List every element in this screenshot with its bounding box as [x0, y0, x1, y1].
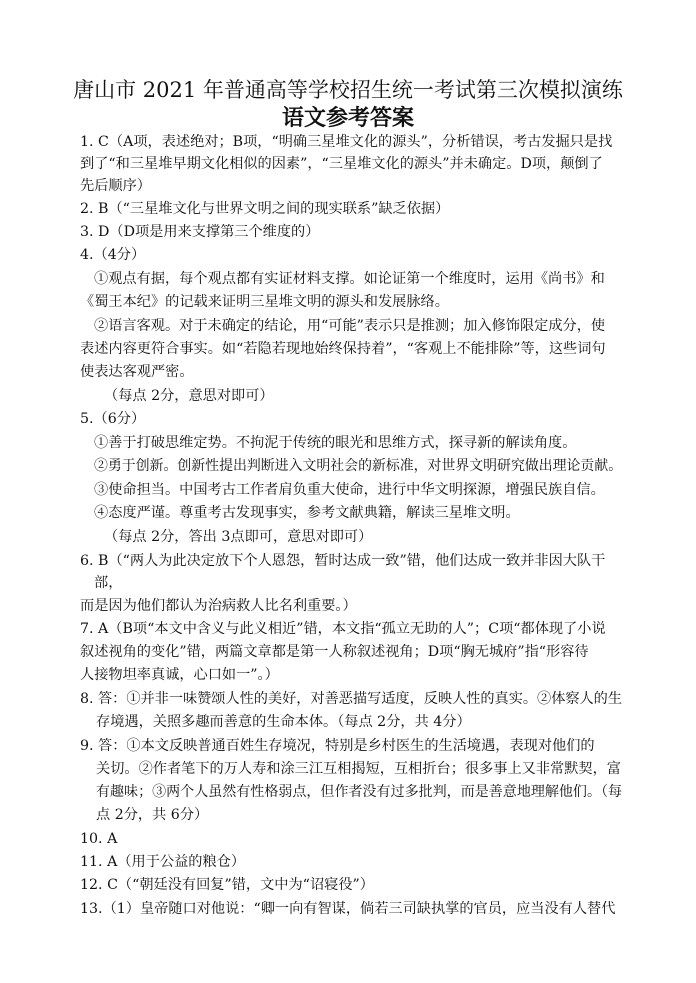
answer-5-point-4: ④态度严谨。尊重考古发现事实，参考文献典籍，解读三星堆文明。: [94, 505, 520, 521]
answer-6-line-3: 而是因为他们都认为治病救人比名利重要。）: [80, 598, 357, 614]
answer-10: 10. A: [80, 831, 118, 847]
document-title: 唐山市 2021 年普通高等学校招生统一考试第三次模拟演练: [73, 78, 623, 102]
answer-8-line-1: 8. 答：①并非一味赞颂人性的美好，对善恶描写适度，反映人性的真实。②体察人的生: [80, 691, 623, 707]
answer-1-line-1: 1. C（A项，表述绝对；B项，“明确三星堆文化的源头”，分析错误，考古发掘只是找: [80, 134, 613, 150]
answer-6-line-1: 6. B（“两人为此决定放下个人恩怨，暂时达成一致”错，他们达成一致并非因大队干: [80, 553, 606, 569]
answer-13-line-1: 13.（1）皇帝随口对他说：“卿一向有智谋，倘若三司缺执掌的官员，应当没有人替代: [80, 901, 616, 917]
answer-9-line-4: 点 2分，共 6分）: [96, 807, 209, 823]
answer-9-line-3: 有趣味；③两个人虽然有性格弱点，但作者没有过多批判，而是善意地理解他们。（每: [96, 784, 623, 800]
document-subtitle: 语文参考答案: [281, 105, 414, 131]
answer-3: 3. D（D项是用来支撑第三个维度的）: [80, 224, 320, 240]
answer-4-point-2-line-2: 表述内容更符合事实。如“若隐若现地始终保持着”，“客观上不能排除”等，这些词句: [80, 341, 606, 357]
answer-7-line-2: 叙述视角的变化”错，两篇文章都是第一人称叙述视角；D项“胸无城府”指“形容待: [80, 644, 589, 660]
answer-12: 12. C（“朝廷没有回复”错，文中为“诏寝役”）: [80, 877, 374, 893]
answer-11: 11. A（用于公益的粮仓）: [80, 854, 246, 870]
answer-4-point-1-line-1: ①观点有据，每个观点都有实证材料支撑。如论证第一个维度时，运用《尚书》和: [94, 271, 605, 287]
answer-5-scoring-note: （每点 2分，答出 3点即可，意思对即可）: [104, 529, 373, 545]
answer-8-line-2: 存境遇，关照多趣而善意的生命本体。（每点 2分，共 4分）: [96, 714, 471, 730]
answer-1-line-3: 先后顺序）: [80, 178, 151, 194]
answer-4-point-2-line-1: ②语言客观。对于未确定的结论，用“可能”表示只是推测；加入修饰限定成分，使: [94, 318, 606, 334]
answer-5-point-3: ③使命担当。中国考古工作者肩负重大使命，进行中华文明探源，增强民族自信。: [94, 482, 605, 498]
answer-9-line-1: 9. 答：①本文反映普通百姓生存境况，特别是乡村医生的生活境遇，表现对他们的: [80, 738, 595, 754]
answer-5-point-2: ②勇于创新。创新性提出判断进入文明社会的新标准，对世界文明研究做出理论贡献。: [94, 458, 623, 474]
answer-5-header: 5.（6分）: [80, 411, 146, 427]
answer-2: 2. B（“三星堆文化与世界文明之间的现实联系”缺乏依据）: [80, 201, 450, 217]
answer-9-line-2: 关切。②作者笔下的万人寿和涂三江互相揭短，互相折台；很多事上又非常默契，富: [96, 761, 621, 777]
answer-4-point-1-line-2: 《蜀王本纪》的记载来证明三星堆文明的源头和发展脉络。: [80, 294, 449, 310]
answer-4-header: 4.（4分）: [80, 247, 146, 263]
answer-4-scoring-note: （每点 2分，意思对即可）: [104, 388, 274, 404]
answer-5-point-1: ①善于打破思维定势。不拘泥于传统的眼光和思维方式，探寻新的解读角度。: [94, 435, 577, 451]
answer-7-line-3: 人接物坦率真诚，心口如一”。）: [80, 667, 279, 683]
answer-1-line-2: 到了“和三星堆早期文化相似的因素”，“三星堆文化的源头”并未确定。D项，颠倒了: [80, 156, 603, 172]
answer-7-line-1: 7. A（B项“本文中含义与此义相近”错，本文指“孤立无助的人”；C项“都体现了小说: [80, 621, 606, 637]
answer-6-line-2: 部，: [94, 575, 123, 591]
answer-4-point-2-line-3: 使表达客观严密。: [80, 364, 194, 380]
